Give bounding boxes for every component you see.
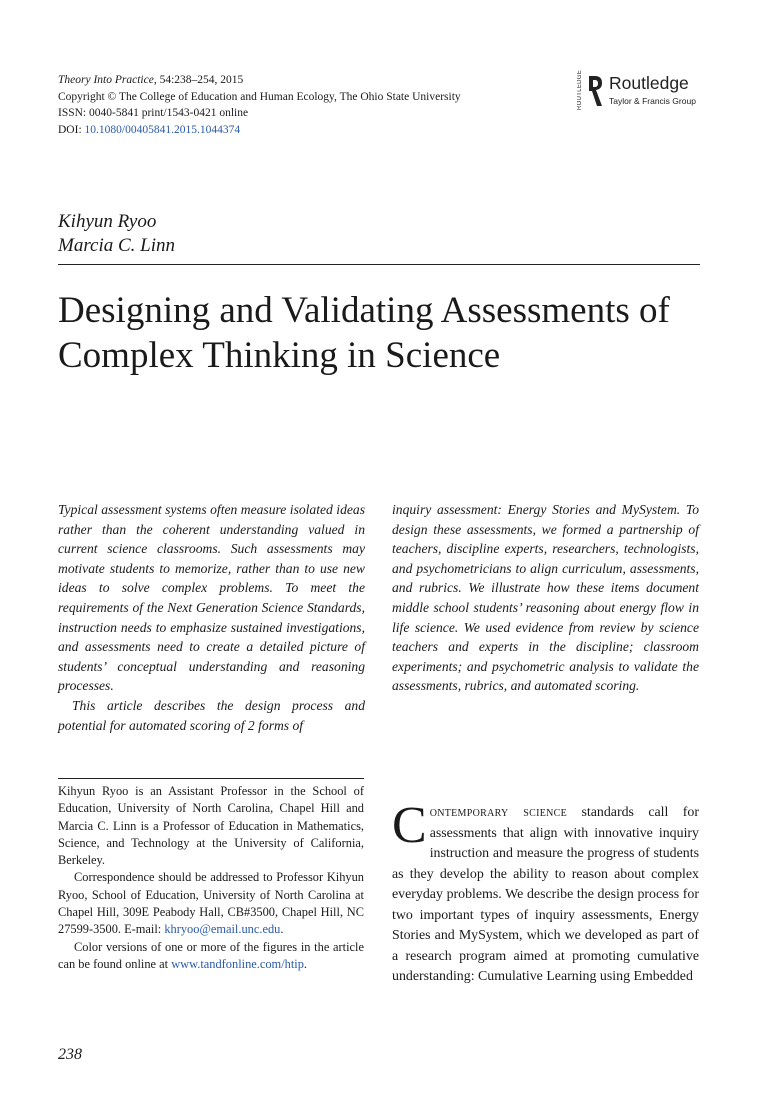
abstract-left-column — [58, 500, 365, 735]
journal-citation: , 54:238–254, 2015 — [153, 74, 244, 86]
color-note-text: Color versions of one or more of the figures in the article can be found online at — [58, 939, 364, 971]
journal-url-link[interactable]: www.tandfonline.com/htip — [171, 956, 304, 971]
copyright-line: Copyright © The College of Education and Human Ecology, The Ohio State University — [58, 90, 461, 103]
correspondence-text: Correspondence should be addressed to Professor Kihyun Ryoo, School of Education, University of North Carolina at Chapel Hill, 309E Peabody Hall, CB#3500, Chapel Hill, NC 27599-3500. E-mail: — [58, 870, 364, 937]
abstract-paragraph: This article describes the design process and potential for automated scoring of 2 forms of — [58, 697, 365, 733]
color-note-end: . — [303, 956, 308, 971]
lead-in-smallcaps: ontemporary science — [429, 805, 568, 820]
author-name: Kihyun Ryoo — [58, 211, 157, 232]
abstract-paragraph: inquiry assessment: Energy Stories and MySystem. To design these assessments, we formed a partnership of teachers, discipline experts, researchers, technologists, and psychometricians to align curriculum, assessments, and rubrics. We illustrate how these items document middle school students’ reasoning about energy flow in life science. We used evidence from review by science teachers and experts in the discipline; classroom experiments; and psychometric analysis to validate the assessments, rubrics, and automated scoring. — [392, 502, 699, 694]
correspondence-end: . — [280, 922, 284, 937]
body-paragraph — [392, 797, 699, 988]
footnote-correspondence — [58, 869, 364, 938]
journal-name: Theory Into Practice — [58, 74, 154, 86]
author-name: Marcia C. Linn — [58, 235, 175, 256]
publisher-group: Taylor & Francis Group — [609, 96, 696, 106]
author-list — [58, 210, 175, 258]
abstract-right-column — [392, 500, 699, 696]
email-link[interactable]: khryoo@email.unc.edu — [164, 922, 281, 937]
header-divider — [58, 264, 700, 265]
publisher-logo — [577, 69, 717, 110]
body-text-column — [392, 797, 699, 988]
page-number: 238 — [58, 1046, 82, 1063]
abstract-paragraph: Typical assessment systems often measure isolated ideas rather than the coherent understanding valued in current science classrooms. Such assessments may motivate students to memorize, rather than to use new ideas to solve complex problems. To meet the requirements of the Next Generation Science Standards, instruction needs to emphasize sustained investigations, and assessments need to create a detailed picture of students’ conceptual understanding and reasoning processes. — [58, 502, 365, 694]
doi-link[interactable]: 10.1080/00405841.2015.1044374 — [84, 123, 241, 136]
publisher-logo-vertical-text: ROUTLEDGE — [577, 69, 583, 110]
publisher-brand: Routledge — [609, 73, 689, 93]
footnote-affiliation: Kihyun Ryoo is an Assistant Professor in the School of Education, University of North Carolina, Chapel Hill and Marcia C. Linn is a Professor of Education in Mathematics, Science, and Technology at the University of California, Berkeley. — [58, 784, 364, 868]
article-title: Designing and Validating Assessments of Complex Thinking in Science — [58, 290, 670, 376]
routledge-r-icon — [585, 74, 605, 108]
drop-cap: C — [392, 797, 427, 854]
body-text: standards call for assessments that align with innovative inquiry instruction and measure the progress of students as they develop the ability to reason about complex everyday problems. We describe the design process for two important types of inquiry assessments, Energy Stories and MySystem, which we developed as part of a research program aimed at promoting cumulative understanding: Cumulative Learning using Embedded — [392, 805, 699, 984]
author-footnote — [58, 783, 364, 973]
article-metadata — [58, 72, 461, 138]
issn-line: ISSN: 0040-5841 print/1543-0421 online — [58, 107, 249, 119]
footnote-color-note — [58, 939, 364, 974]
doi-label: DOI: — [58, 123, 85, 136]
footnote-divider — [58, 778, 364, 779]
